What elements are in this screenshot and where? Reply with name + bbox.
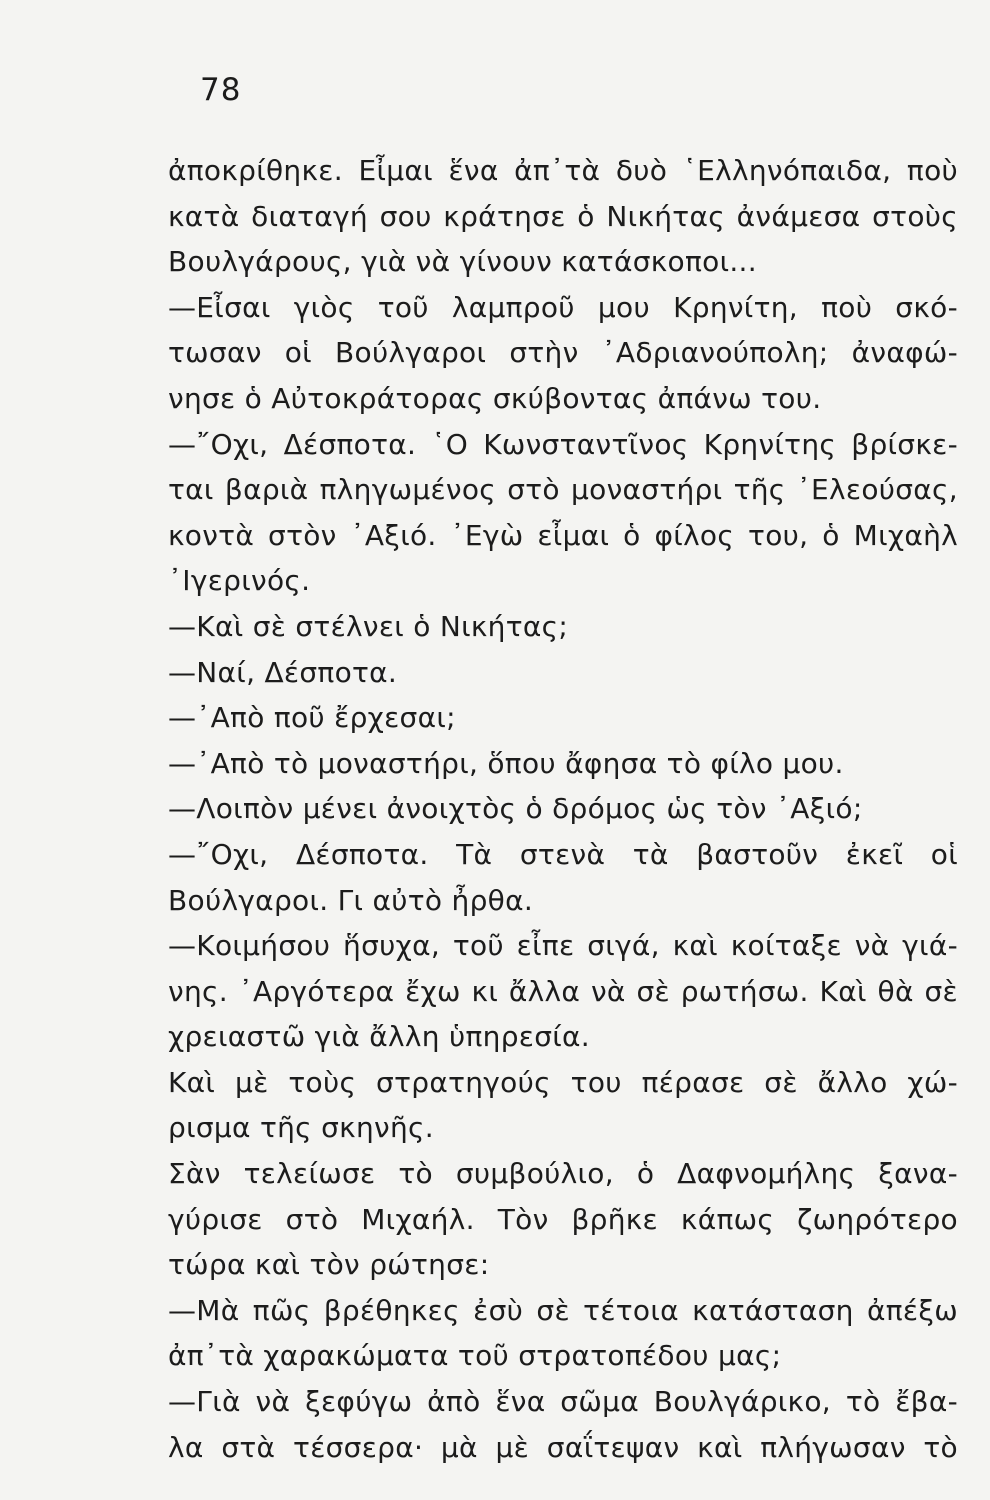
text-line: —῎Οχι, Δέσποτα. Τὰ στενὰ τὰ βαστοῦν ἐκεῖ οἱ — [168, 837, 958, 871]
text-line: λα στὰ τέσσερα· μὰ μὲ σαΐτεψαν καὶ πλήγωσαν τὸ — [168, 1430, 958, 1464]
text-line: —᾿Απὸ τὸ μοναστήρι, ὅπου ἄφησα τὸ φίλο μου. — [168, 746, 844, 780]
text-line: Βουλγάρους, γιὰ νὰ γίνουν κατάσκοποι... — [168, 245, 757, 279]
text-line: —Καὶ σὲ στέλνει ὁ Νικήτας; — [168, 609, 569, 643]
text-line: Καὶ μὲ τοὺς στρατηγούς του πέρασε σὲ ἄλλο χώ- — [168, 1065, 958, 1099]
text-line: ρισμα τῆς σκηνῆς. — [168, 1111, 434, 1145]
text-line: —Εἶσαι γιὸς τοῦ λαμπροῦ μου Κρηνίτη, ποὺ σκό- — [168, 290, 958, 324]
text-line: —Μὰ πῶς βρέθηκες ἐσὺ σὲ τέτοια κατάσταση ἀπέξω — [168, 1293, 958, 1327]
text-line: γύρισε στὸ Μιχαήλ. Τὸν βρῆκε κάπως ζωηρότερο — [168, 1202, 958, 1236]
text-line: —᾿Απὸ ποῦ ἔρχεσαι; — [168, 701, 456, 735]
text-line: —Ναί, Δέσποτα. — [168, 655, 398, 689]
text-line: ται βαριὰ πληγωμένος στὸ μοναστήρι τῆς ᾿Ελεούσας, — [168, 473, 958, 507]
text-line: ἀπ᾿τὰ χαρακώματα τοῦ στρατοπέδου μας; — [168, 1339, 782, 1373]
text-line: ἀποκρίθηκε. Εἶμαι ἕνα ἀπ᾿τὰ δυὸ ῾Ελληνόπαιδα, ποὺ — [168, 154, 958, 187]
text-line: νης. ᾿Αργότερα ἔχω κι ἄλλα νὰ σὲ ρωτήσω. Καὶ θὰ σὲ — [168, 974, 958, 1008]
text-line: τώρα καὶ τὸν ρώτησε: — [168, 1248, 490, 1282]
text-line: νησε ὁ Αὐτοκράτορας σκύβοντας ἀπάνω του. — [168, 381, 822, 415]
text-line: —Γιὰ νὰ ξεφύγω ἀπὸ ἕνα σῶμα Βουλγάρικο, τὸ ἔβα- — [168, 1385, 958, 1419]
text-line: —Κοιμήσου ἥσυχα, τοῦ εἶπε σιγά, καὶ κοίταξε νὰ γιά- — [168, 929, 958, 963]
page-number: 78 — [200, 72, 242, 108]
text-line: —῎Οχι, Δέσποτα. ῾Ο Κωνσταντῖνος Κρηνίτης βρίσκε- — [168, 427, 958, 461]
text-line: χρειαστῶ γιὰ ἄλλη ὑπηρεσία. — [168, 1020, 591, 1054]
text-line: ᾿Ιγερινός. — [168, 564, 311, 598]
text-line: —Λοιπὸν μένει ἀνοιχτὸς ὁ δρόμος ὡς τὸν ᾿Αξιό; — [168, 792, 863, 826]
text-line: κατὰ διαταγή σου κράτησε ὁ Νικήτας ἀνάμεσα στοὺς — [168, 199, 958, 233]
text-body — [168, 148, 958, 1470]
text-line: Βούλγαροι. Γι αὐτὸ ἦρθα. — [168, 883, 534, 917]
text-line: Σὰν τελείωσε τὸ συμβούλιο, ὁ Δαφνομήλης ξανα- — [168, 1157, 958, 1191]
text-line: τωσαν οἱ Βούλγαροι στὴν ᾿Αδριανούπολη; ἀναφώ- — [168, 336, 958, 370]
text-line: κοντὰ στὸν ᾿Αξιό. ᾿Εγὼ εἶμαι ὁ φίλος του, ὁ Μιχαὴλ — [168, 518, 958, 552]
